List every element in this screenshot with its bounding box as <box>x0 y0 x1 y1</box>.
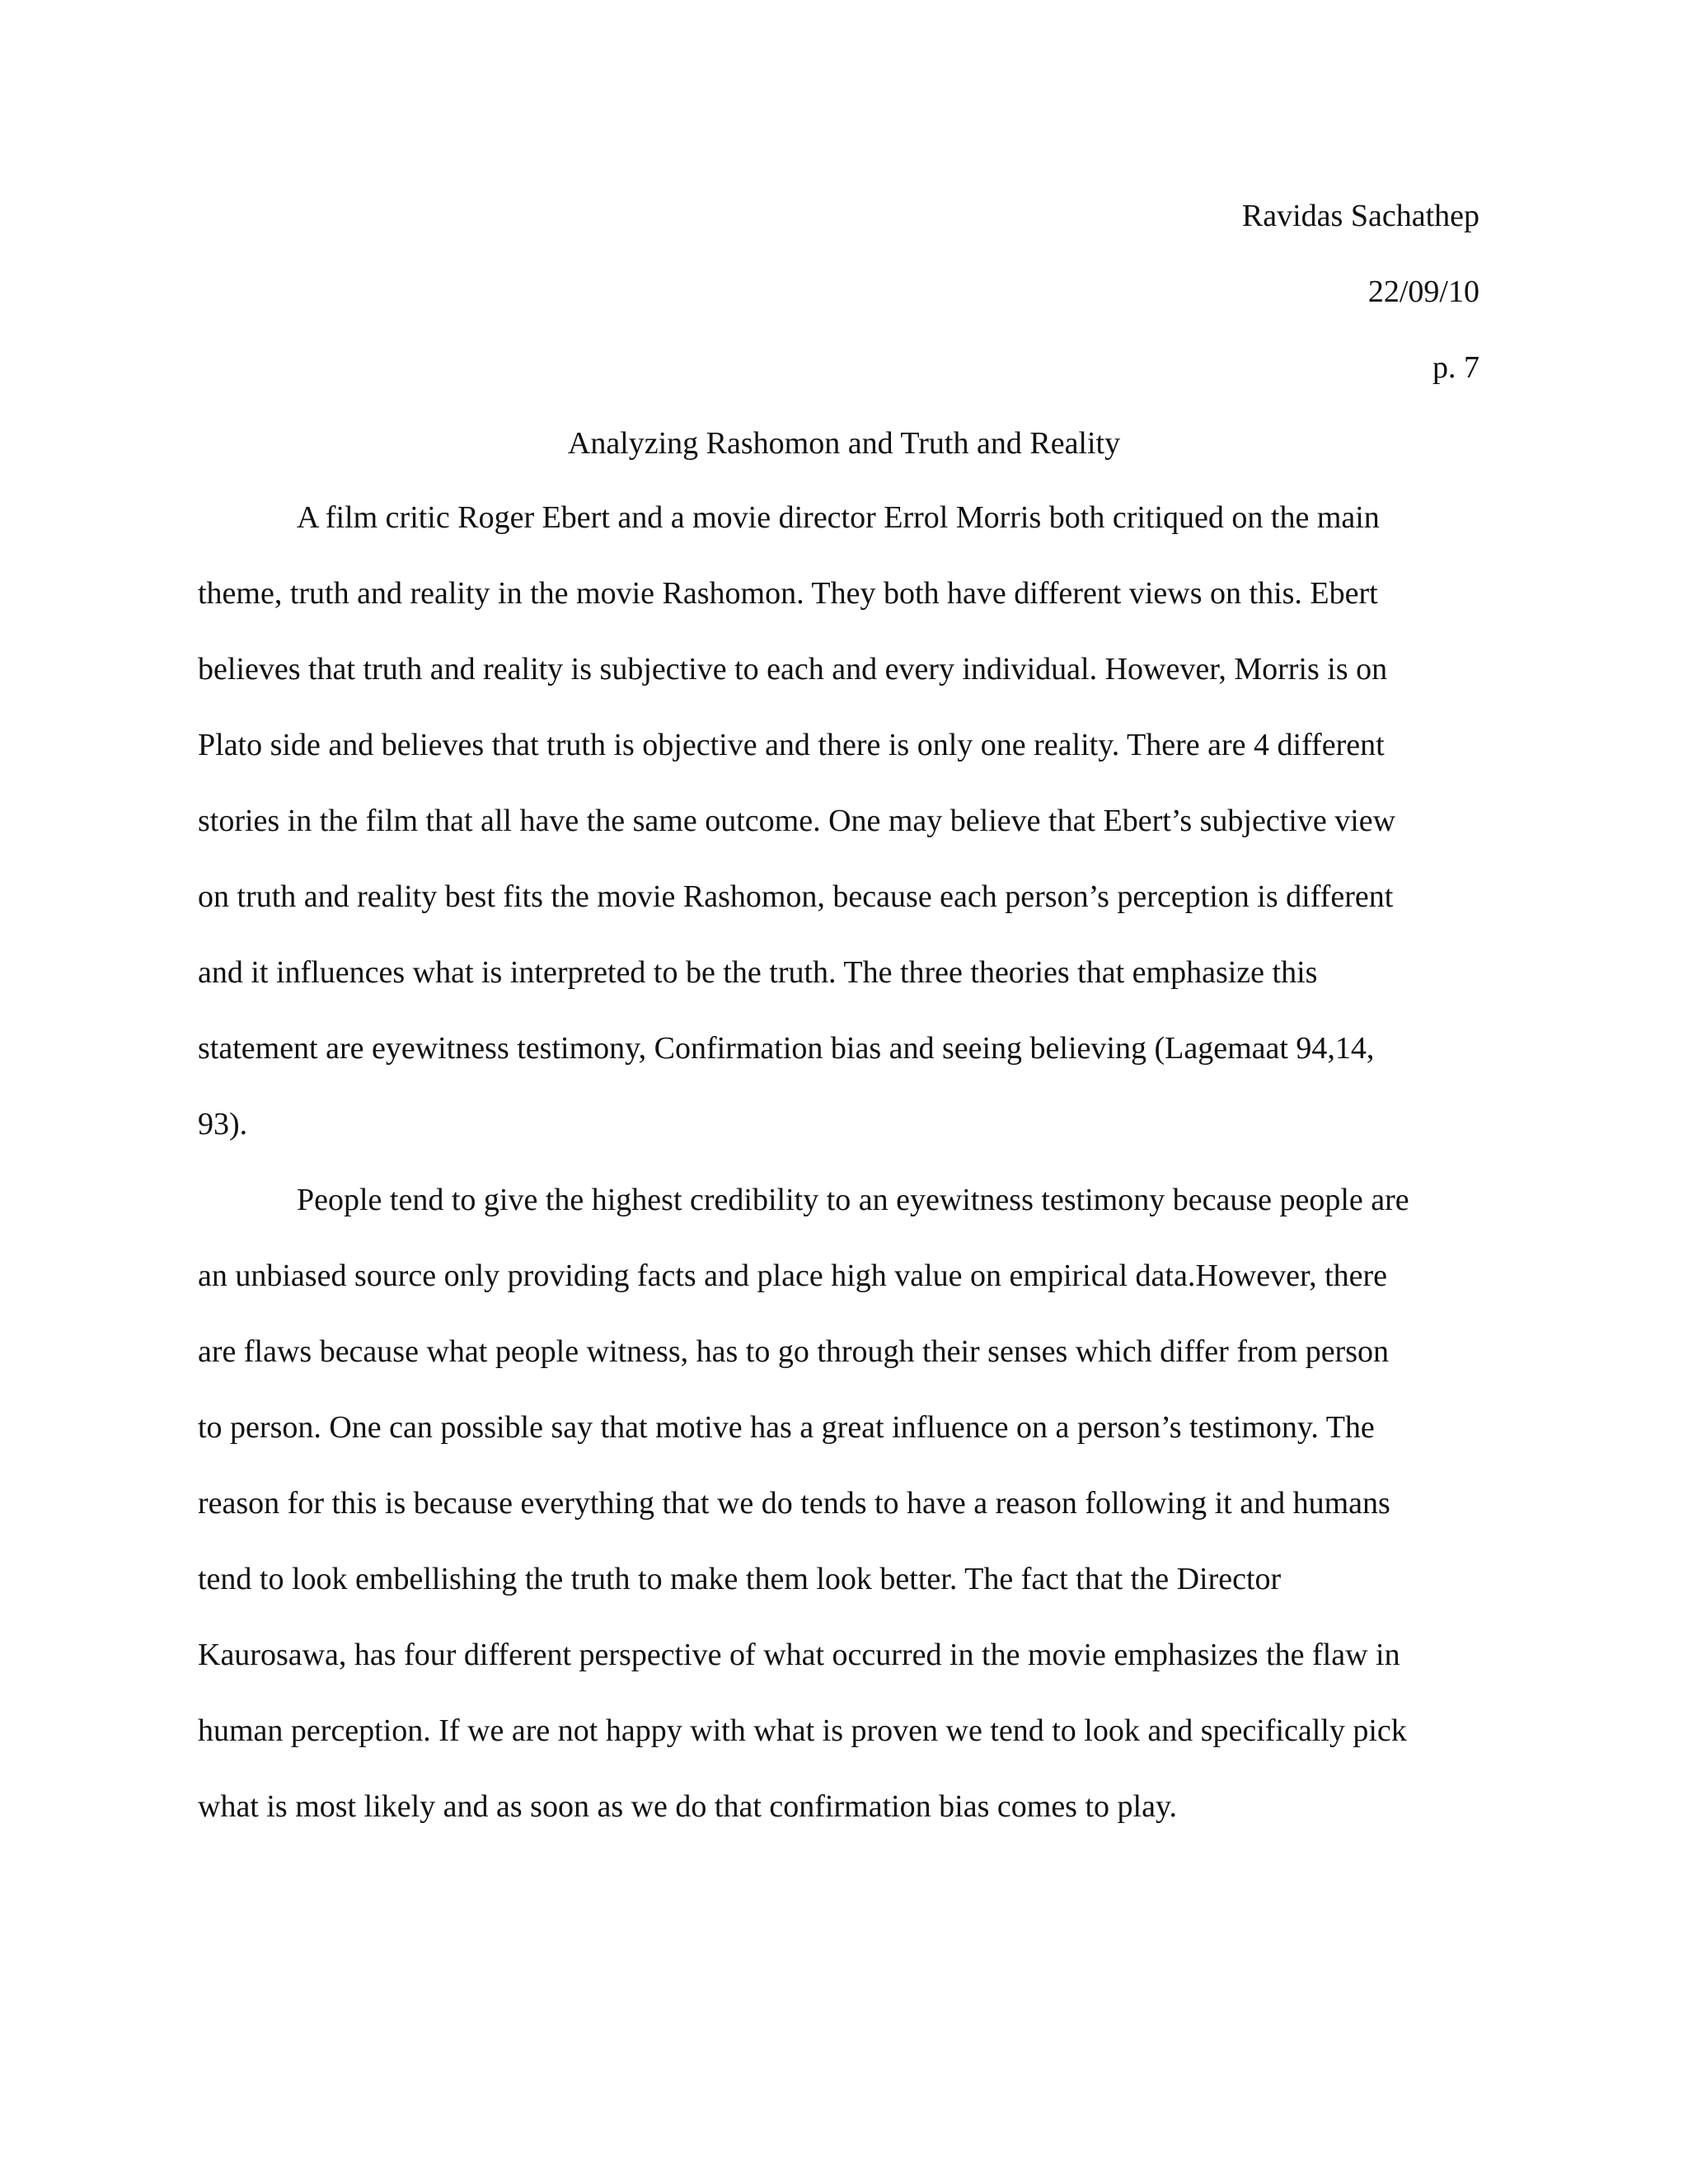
paragraph-2-line: People tend to give the highest credibility to an eyewitness testimony because people are <box>297 1183 1409 1217</box>
paragraph-1-line: believes that truth and reality is subjective to each and every individual. However, Morris is on <box>198 652 1388 687</box>
document-date: 22/09/10 <box>1367 274 1479 309</box>
paragraph-2-line: tend to look embellishing the truth to make them look better. The fact that the Director <box>198 1562 1282 1596</box>
paragraph-2-line: human perception. If we are not happy with what is proven we tend to look and specifically pick <box>198 1713 1407 1748</box>
paragraph-2-line: an unbiased source only providing facts and place high value on empirical data.However, there <box>198 1258 1388 1293</box>
paragraph-1-line: statement are eyewitness testimony, Confirmation bias and seeing believing (Lagemaat 94,14, <box>198 1031 1375 1066</box>
author-name: Ravidas Sachathep <box>1241 199 1479 233</box>
paragraph-2-line: what is most likely and as soon as we do that confirmation bias comes to play. <box>198 1789 1177 1824</box>
paragraph-2-line: to person. One can possible say that motive has a great influence on a person’s testimony. The <box>198 1410 1375 1445</box>
paragraph-1-line: on truth and reality best fits the movie Rashomon, because each person’s perception is different <box>198 879 1394 914</box>
essay-title: Analyzing Rashomon and Truth and Reality <box>567 426 1121 461</box>
page-number: p. 7 <box>1432 350 1479 385</box>
paragraph-2-line: Kaurosawa, has four different perspective of what occurred in the movie emphasizes the flaw in <box>198 1638 1400 1672</box>
paragraph-1-line: Plato side and believes that truth is objective and there is only one reality. There are 4 different <box>198 728 1385 762</box>
paragraph-1-line: stories in the film that all have the same outcome. One may believe that Ebert’s subjective view <box>198 804 1396 838</box>
paragraph-2-line: reason for this is because everything that we do tends to have a reason following it and humans <box>198 1486 1390 1521</box>
paragraph-1-line: theme, truth and reality in the movie Rashomon. They both have different views on this. Ebert <box>198 576 1378 611</box>
paragraph-1-line: 93). <box>198 1107 248 1141</box>
paragraph-1-line: A film critic Roger Ebert and a movie director Errol Morris both critiqued on the main <box>297 500 1380 535</box>
paragraph-1-line: and it influences what is interpreted to be the truth. The three theories that emphasize this <box>198 955 1318 990</box>
paragraph-2-line: are flaws because what people witness, has to go through their senses which differ from person <box>198 1334 1390 1369</box>
